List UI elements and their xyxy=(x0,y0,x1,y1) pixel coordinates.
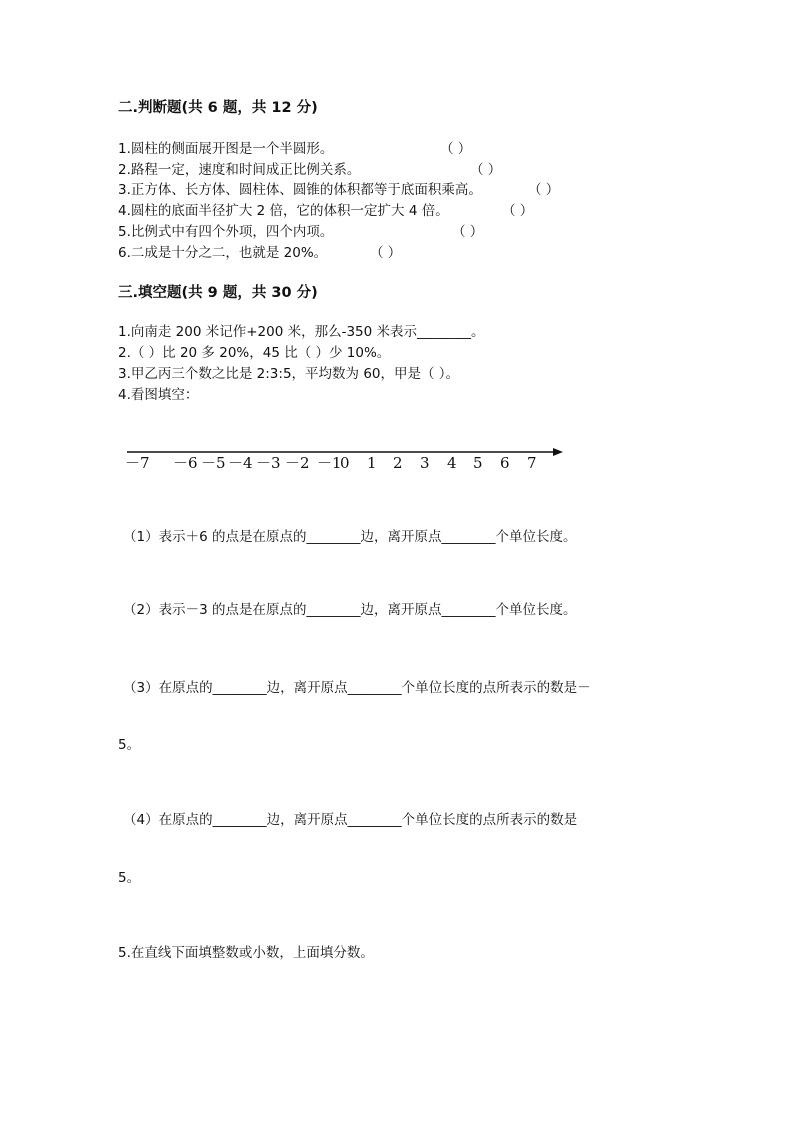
fill-question-5: 5.在直线下面填整数或小数，上面填分数。 xyxy=(118,945,374,961)
judge-bracket-3[interactable]: （ ） xyxy=(528,182,560,198)
judge-bracket-1[interactable]: （ ） xyxy=(440,141,472,157)
judge-bracket-2[interactable]: （ ） xyxy=(470,162,502,178)
fill-sub-question-4: （4）在原点的________边，离开原点________个单位长度的点所表示的数是 xyxy=(123,812,578,828)
judge-bracket-5[interactable]: （ ） xyxy=(452,224,484,240)
fill-sub-question-2: （2）表示－3 的点是在原点的________边，离开原点________个单位长度。 xyxy=(123,602,577,618)
fill-sub-question-3: （3）在原点的________边，离开原点________个单位长度的点所表示的数是－ xyxy=(123,680,591,696)
judge-bracket-4[interactable]: （ ） xyxy=(502,203,534,219)
number-line-label: 2 xyxy=(393,454,403,472)
number-line-label: 0 xyxy=(340,454,350,472)
number-line-label: 7 xyxy=(527,454,537,472)
judge-item-3: 3.正方体、长方体、圆柱体、圆锥的体积都等于底面积乘高。 xyxy=(118,182,482,198)
number-line-label: 1 xyxy=(367,454,377,472)
number-line-label: －3 xyxy=(256,454,281,472)
number-line-label: －6 xyxy=(173,454,198,472)
number-line-label: －1 xyxy=(317,454,342,472)
number-line-label: －2 xyxy=(285,454,310,472)
judge-bracket-6[interactable]: （ ） xyxy=(370,245,402,261)
fill-sub-question-1: （1）表示＋6 的点是在原点的________边，离开原点________个单位长度。 xyxy=(123,529,577,545)
fill-sub-question-3-end: 5。 xyxy=(118,737,141,753)
number-line-label: －4 xyxy=(228,454,253,472)
judge-item-6: 6.二成是十分之二，也就是 20%。 xyxy=(118,245,328,261)
number-line-arrow-icon xyxy=(553,448,563,456)
judge-item-4: 4.圆柱的底面半径扩大 2 倍，它的体积一定扩大 4 倍。 xyxy=(118,203,449,219)
fill-question-4: 4.看图填空： xyxy=(118,387,199,403)
judge-item-1: 1.圆柱的侧面展开图是一个半圆形。 xyxy=(118,141,334,157)
number-line-label: －5 xyxy=(201,454,226,472)
fill-sub-question-4-end: 5。 xyxy=(118,870,141,886)
section-2-title: 二.判断题(共 6 题，共 12 分) xyxy=(118,100,318,116)
number-line xyxy=(115,438,575,478)
number-line-label: 3 xyxy=(420,454,430,472)
section-3-title: 三.填空题(共 9 题，共 30 分) xyxy=(118,285,318,301)
number-line-label: －7 xyxy=(125,454,150,472)
judge-item-5: 5.比例式中有四个外项，四个内项。 xyxy=(118,224,334,240)
number-line-label: 5 xyxy=(473,454,483,472)
fill-question-1: 1.向南走 200 米记作+200 米，那么-350 米表示________。 xyxy=(118,324,485,340)
number-line-label: 4 xyxy=(447,454,457,472)
judge-item-2: 2.路程一定，速度和时间成正比例关系。 xyxy=(118,162,361,178)
fill-question-2: 2.（ ）比 20 多 20%，45 比（ ）少 10%。 xyxy=(118,345,391,361)
fill-question-3: 3.甲乙丙三个数之比是 2:3:5，平均数为 60，甲是（ ）。 xyxy=(118,366,460,382)
number-line-label: 6 xyxy=(500,454,510,472)
